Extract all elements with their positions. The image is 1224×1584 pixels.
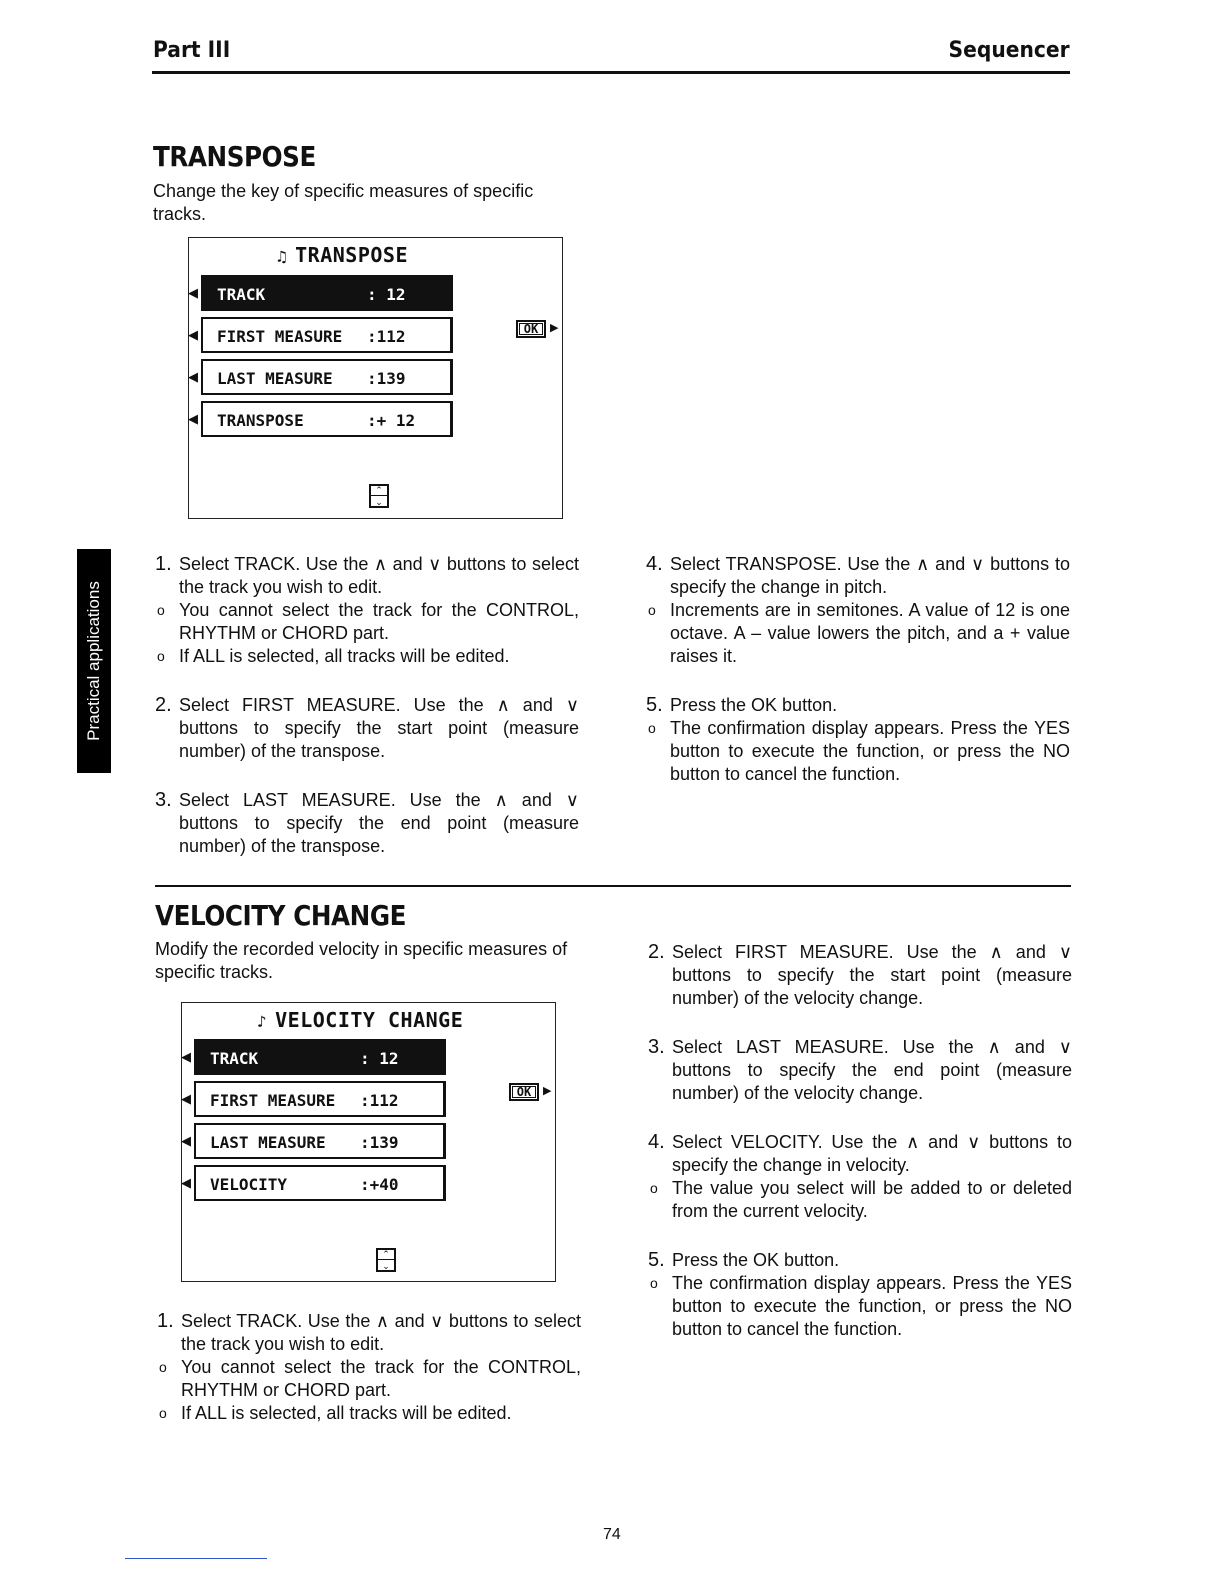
row-label: LAST MEASURE (217, 369, 333, 388)
step-item (155, 553, 579, 599)
lcd-row[interactable] (201, 275, 453, 311)
ok-button[interactable]: OK (516, 320, 546, 338)
row-label: VELOCITY (210, 1175, 288, 1194)
row-label: TRACK (217, 285, 266, 304)
bullet-item (648, 1272, 1072, 1341)
header-part: Part III (153, 38, 231, 63)
bullet-item (646, 717, 1070, 786)
lcd-row[interactable] (201, 359, 453, 395)
step-text: Select FIRST MEASURE. Use the ∧ and ∨ buttons to specify the start point (measure number) of the transpose. (179, 695, 579, 761)
step-text: Select LAST MEASURE. Use the ∧ and ∨ buttons to specify the end point (measure number) of the velocity change. (672, 1037, 1072, 1103)
step-item (155, 694, 579, 763)
row-label: LAST MEASURE (210, 1133, 326, 1152)
velocity-lcd (181, 1002, 556, 1282)
step-text: Select LAST MEASURE. Use the ∧ and ∨ buttons to specify the end point (measure number) of the transpose. (179, 790, 579, 856)
row-value: : 12 (360, 1049, 399, 1068)
bullet-text: Increments are in semitones. A value of 12 is one octave. A – value lowers the pitch, and a + value raises it. (670, 600, 1070, 666)
lcd-title (257, 1008, 463, 1032)
step-number: 5. (648, 1249, 665, 1271)
header-rule (152, 71, 1070, 74)
step-number: 4. (648, 1131, 665, 1153)
row-label: FIRST MEASURE (217, 327, 343, 346)
row-left-arrow-icon[interactable]: ◀ (181, 1091, 191, 1106)
row-label: TRANSPOSE (217, 411, 304, 430)
bullet-icon: o (159, 1359, 167, 1375)
bullet-text: The value you select will be added to or deleted from the current velocity. (672, 1178, 1072, 1221)
bullet-text: The confirmation display appears. Press the YES button to execute the function, or press the NO button to cancel the function. (672, 1273, 1072, 1339)
lcd-row[interactable] (201, 317, 453, 353)
step-number: 3. (648, 1036, 665, 1058)
bullet-icon: o (650, 1275, 658, 1291)
ok-arrow-icon: ▶ (543, 1085, 552, 1097)
velocity-icon: ♪ (257, 1012, 268, 1031)
step-number: 4. (646, 553, 663, 575)
bullet-item (157, 1356, 581, 1402)
step-item (646, 694, 1070, 717)
up-down-button[interactable] (376, 1248, 396, 1272)
step-number: 5. (646, 694, 663, 716)
step-number: 1. (157, 1310, 174, 1332)
bullet-icon: o (157, 648, 165, 664)
step-item (646, 553, 1070, 599)
row-value: :139 (367, 369, 406, 388)
up-arrow-icon: ⌃ (382, 1249, 390, 1259)
down-arrow-icon: ⌄ (375, 497, 383, 507)
step-number: 2. (155, 694, 172, 716)
header-section: Sequencer (948, 38, 1070, 63)
section-divider (155, 885, 1071, 887)
lcd-title-text: TRANSPOSE (295, 243, 409, 267)
bullet-text: The confirmation display appears. Press the YES button to execute the function, or press the NO button to cancel the function. (670, 718, 1070, 784)
bullet-item (646, 599, 1070, 668)
bullet-text: If ALL is selected, all tracks will be edited. (181, 1403, 512, 1423)
lcd-row[interactable] (194, 1123, 446, 1159)
transpose-lcd (188, 237, 563, 519)
bullet-icon: o (650, 1180, 658, 1196)
bullet-icon: o (648, 720, 656, 736)
row-left-arrow-icon[interactable]: ◀ (188, 369, 198, 384)
step-number: 2. (648, 941, 665, 963)
lcd-row[interactable] (194, 1165, 446, 1201)
step-text: Select TRACK. Use the ∧ and ∨ buttons to select the track you wish to edit. (179, 554, 579, 597)
bullet-item (157, 1402, 581, 1425)
lcd-row[interactable] (201, 401, 453, 437)
bullet-text: If ALL is selected, all tracks will be edited. (179, 646, 510, 666)
lcd-title (277, 243, 408, 267)
bullet-item (155, 599, 579, 645)
row-left-arrow-icon[interactable]: ◀ (188, 411, 198, 426)
step-item (648, 1036, 1072, 1105)
transpose-title: TRANSPOSE (153, 140, 316, 173)
down-arrow-icon: ⌄ (382, 1261, 390, 1271)
bullet-text: You cannot select the track for the CONTROL, RHYTHM or CHORD part. (179, 600, 579, 643)
transpose-note-icon: ♫ (277, 247, 288, 266)
transpose-intro: Change the key of specific measures of specific tracks. (153, 181, 534, 224)
step-text: Select TRACK. Use the ∧ and ∨ buttons to select the track you wish to edit. (181, 1311, 581, 1354)
up-down-button[interactable] (369, 484, 389, 508)
bullet-item (155, 645, 579, 668)
bullet-icon: o (159, 1405, 167, 1421)
footnote-rule (125, 1558, 267, 1559)
row-value: :112 (367, 327, 406, 346)
step-item (648, 941, 1072, 1010)
step-text: Select VELOCITY. Use the ∧ and ∨ buttons to specify the change in velocity. (672, 1132, 1072, 1175)
side-tab (77, 549, 111, 773)
step-text: Select FIRST MEASURE. Use the ∧ and ∨ buttons to specify the start point (measure number) of the velocity change. (672, 942, 1072, 1008)
row-left-arrow-icon[interactable]: ◀ (181, 1175, 191, 1190)
step-item (157, 1310, 581, 1356)
bullet-item (648, 1177, 1072, 1223)
lcd-title-text: VELOCITY CHANGE (275, 1008, 464, 1032)
bullet-icon: o (157, 602, 165, 618)
step-item (155, 789, 579, 858)
step-text: Press the OK button. (672, 1250, 840, 1270)
row-value: :139 (360, 1133, 399, 1152)
up-arrow-icon: ⌃ (375, 485, 383, 495)
row-left-arrow-icon[interactable]: ◀ (181, 1049, 191, 1064)
row-value: : 12 (367, 285, 406, 304)
bullet-icon: o (648, 602, 656, 618)
side-tab-label: Practical applications (84, 581, 103, 741)
ok-arrow-icon: ▶ (550, 322, 559, 334)
row-value: :+ 12 (367, 411, 416, 430)
ok-button[interactable]: OK (509, 1083, 539, 1101)
step-item (648, 1249, 1072, 1272)
row-left-arrow-icon[interactable]: ◀ (188, 285, 198, 300)
page-number: 74 (603, 1526, 621, 1543)
lcd-row[interactable] (194, 1081, 446, 1117)
row-label: FIRST MEASURE (210, 1091, 336, 1110)
step-text: Press the OK button. (670, 695, 838, 715)
row-value: :112 (360, 1091, 399, 1110)
row-left-arrow-icon[interactable]: ◀ (188, 327, 198, 342)
row-left-arrow-icon[interactable]: ◀ (181, 1133, 191, 1148)
bullet-text: You cannot select the track for the CONTROL, RHYTHM or CHORD part. (181, 1357, 581, 1400)
row-label: TRACK (210, 1049, 259, 1068)
step-number: 1. (155, 553, 172, 575)
velocity-title: VELOCITY CHANGE (155, 899, 407, 932)
row-value: :+40 (360, 1175, 399, 1194)
step-text: Select TRANSPOSE. Use the ∧ and ∨ buttons to specify the change in pitch. (670, 554, 1070, 597)
step-number: 3. (155, 789, 172, 811)
step-item (648, 1131, 1072, 1177)
velocity-intro: Modify the recorded velocity in specific measures of specific tracks. (155, 939, 568, 982)
lcd-row[interactable] (194, 1039, 446, 1075)
